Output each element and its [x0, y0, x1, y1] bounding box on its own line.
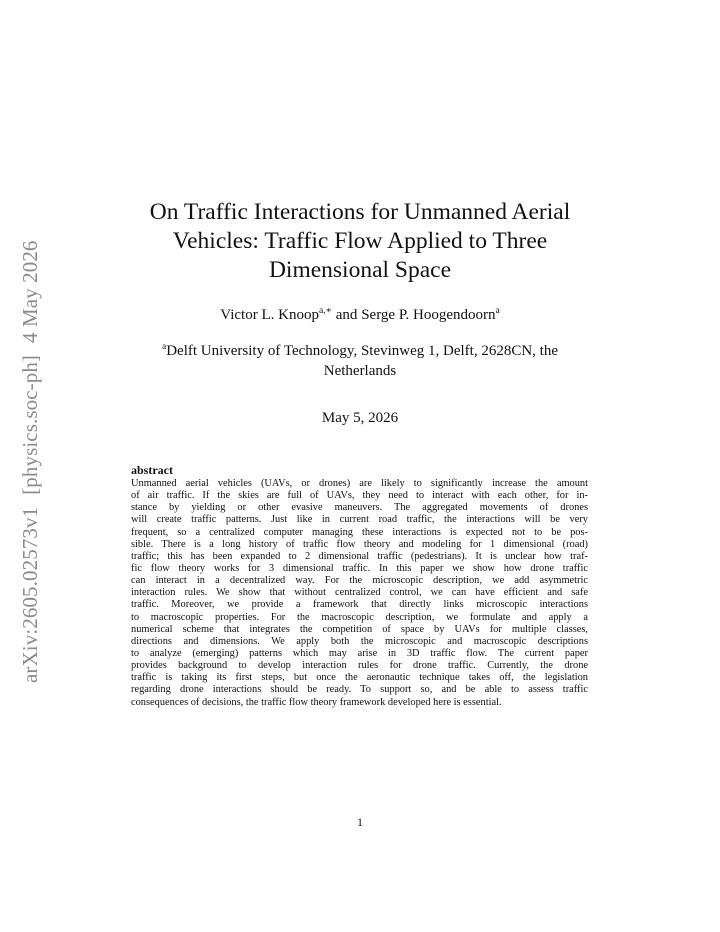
- author-list: [120, 305, 600, 325]
- abstract-line: regarding drone interactions should be ready. To support so, and be able to assess traffic: [131, 684, 588, 696]
- abstract-line: can interact in a decentralized way. For the microscopic description, we add asymmetric: [131, 575, 588, 587]
- abstract-line: to analyze (emerging) patterns which may arise in 3D traffic flow. The current paper: [131, 647, 588, 659]
- abstract-body: [131, 478, 588, 709]
- abstract-line: fic flow theory works for 3 dimensional traffic. In this paper we show how drone traffic: [131, 562, 588, 574]
- abstract-line: frequent, so a centralized computer managing these interactions is expected not to be pos-: [131, 526, 588, 538]
- arxiv-sidebar-identifier: [13, 213, 47, 683]
- author-name: Victor L. Knoop: [220, 307, 319, 323]
- abstract-line: interaction rules. We show that without centralized control, we can have efficient and safe: [131, 587, 588, 599]
- affiliation-line: Netherlands: [323, 363, 397, 379]
- author-superscript: a,∗: [318, 306, 333, 316]
- author-name: Serge P. Hoogendoorn: [361, 307, 496, 323]
- paper-date: May 5, 2026: [321, 410, 399, 426]
- abstract-line: consequences of decisions, the traffic flow theory framework developed here is essential.: [131, 696, 502, 708]
- paper-title: [120, 198, 600, 285]
- abstract-line: will create traffic patterns. Just like in current road traffic, the interactions will be very: [131, 514, 588, 526]
- abstract-line: traffic; this has been expanded to 2 dimensional traffic (pedestrians). It is unclear how traf-: [131, 550, 588, 562]
- title-line: Vehicles: Traffic Flow Applied to Three: [172, 228, 548, 254]
- author-superscript: a: [495, 306, 500, 316]
- abstract-line: provides background to develop interaction rules for drone traffic. Currently, the drone: [131, 660, 588, 672]
- abstract-line: numerical scheme that integrates the competition of space by UAVs for multiple classes,: [131, 623, 588, 635]
- affiliation: [120, 341, 600, 381]
- abstract-line: to macroscopic properties. For the macroscopic description, we formulate and apply a: [131, 611, 588, 623]
- abstract-line: sible. There is a long history of traffic flow theory and modeling for 1 dimensional (road): [131, 538, 588, 550]
- title-line: Dimensional Space: [268, 257, 452, 283]
- abstract-line: stance by yielding or other evasive maneuvers. The aggregated movements of drones: [131, 502, 588, 514]
- arxiv-category: [physics.soc-ph]: [18, 354, 42, 495]
- abstract-line: traffic is taking its first steps, but once the aeronautic technique takes off, the legislation: [131, 672, 588, 684]
- abstract-line: directions and dimensions. We apply both the microscopic and macroscopic descriptions: [131, 635, 588, 647]
- affiliation-line: Delft University of Technology, Stevinweg 1, Delft, 2628CN, the: [166, 343, 559, 359]
- arxiv-date: 4 May 2026: [18, 240, 42, 343]
- author-conjunction: and: [332, 307, 362, 323]
- abstract-line: traffic. Moreover, we provide a framework that directly links microscopic interactions: [131, 599, 588, 611]
- page-number: 1: [357, 815, 363, 829]
- title-line: On Traffic Interactions for Unmanned Aerial: [149, 199, 571, 225]
- abstract-line: of air traffic. If the skies are full of UAVs, they need to interact with each other, for in-: [131, 490, 588, 502]
- abstract-line: Unmanned aerial vehicles (UAVs, or drones) are likely to significantly increase the amount: [131, 478, 588, 489]
- affiliation-superscript: a: [161, 342, 167, 352]
- abstract-heading: abstract: [131, 463, 173, 477]
- arxiv-id: arXiv:2605.02573v1: [18, 506, 42, 683]
